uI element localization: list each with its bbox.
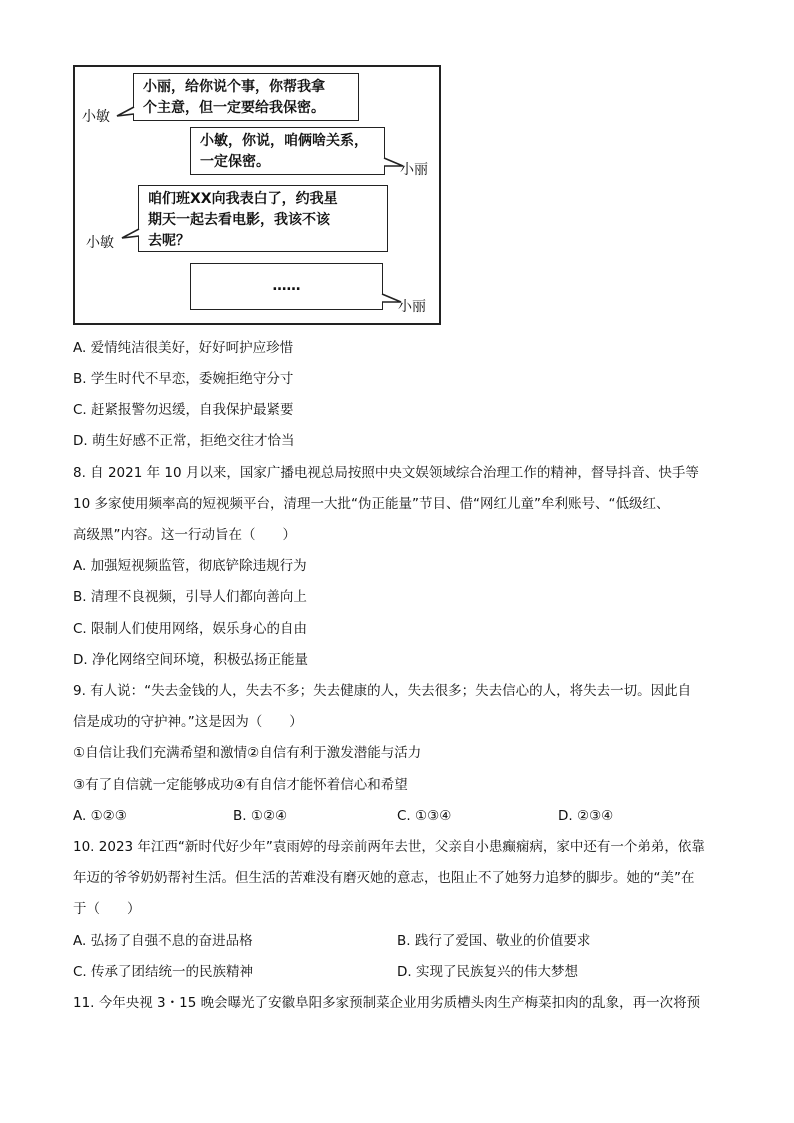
q8-stem-line: 高级黑”内容。这一行动旨在（ ） [73,527,296,543]
bubble-line: 个主意，但一定要给我保密。 [143,100,325,116]
q8-stem-line: 8. 自 2021 年 10 月以来，国家广播电视总局按照中央文娱领域综合治理工作的精神，督导抖音、快手等 [73,465,699,481]
speaker-label: 小敏 [86,235,114,251]
bubble-line: 期天一起去看电影，我该不该 [148,212,330,228]
q9-statement-line: ③有了自信就一定能够成功④有自信才能怀着信心和希望 [73,777,408,793]
bubble-line: 小敏，你说，咱俩啥关系， [200,133,368,149]
q8-option-c: C. 限制人们使用网络，娱乐身心的自由 [73,621,308,637]
speaker-label: 小丽 [398,299,426,315]
q10-stem-line: 于（ ） [73,901,141,917]
q10-option-d: D. 实现了民族复兴的伟大梦想 [397,964,578,980]
q9-option-b: B. ①②④ [233,808,288,824]
bubble-tail [120,227,140,241]
q11-stem-line: 11. 今年央视 3・15 晚会曝光了安徽阜阳多家预制菜企业用劣质槽头肉生产梅菜扣肉的乱象，再一次将预 [73,995,701,1011]
q8-option-a: A. 加强短视频监管，彻底铲除违规行为 [73,558,307,574]
q10-option-a: A. 弘扬了自强不息的奋进品格 [73,933,253,949]
q9-option-d: D. ②③④ [558,808,614,824]
q9-option-a: A. ①②③ [73,808,127,824]
bubble-line: 咱们班XX向我表白了，约我星 [148,191,338,207]
q9-option-c: C. ①③④ [397,808,452,824]
q9-stem-line: 信是成功的守护神。”这是因为（ ） [73,714,303,730]
bubble-line: 去呢？ [148,233,190,249]
bubble-line: 小丽，给你说个事，你帮我拿 [143,79,325,95]
bubble-tail [115,105,135,119]
q8-option-b: B. 清理不良视频，引导人们都向善向上 [73,589,307,605]
q9-statement-line: ①自信让我们充满希望和激情②自信有利于激发潜能与活力 [73,745,422,761]
speech-bubble-3 [138,185,388,252]
q10-option-c: C. 传承了团结统一的民族精神 [73,964,254,980]
speech-bubble-2 [190,127,385,175]
speaker-label: 小丽 [400,162,428,178]
speech-bubble-4 [190,263,383,310]
q7-option-d: D. 萌生好感不正常，拒绝交往才恰当 [73,433,295,449]
q7-option-b: B. 学生时代不早恋，委婉拒绝守分寸 [73,371,294,387]
bubble-line: …… [272,278,301,294]
speaker-label: 小敏 [82,109,110,125]
q7-option-c: C. 赶紧报警勿迟缓，自我保护最紧要 [73,402,294,418]
q8-stem-line: 10 多家使用频率高的短视频平台，清理一大批“伪正能量”节目、借“网红儿童”牟利账号、“低级红、 [73,496,670,512]
bubble-line: 一定保密。 [200,154,270,170]
q7-option-a: A. 爱情纯洁很美好，好好呵护应珍惜 [73,340,294,356]
q10-option-b: B. 践行了爱国、敬业的价值要求 [397,933,591,949]
q10-stem-line: 10. 2023 年江西“新时代好少年”袁雨婷的母亲前两年去世，父亲自小患癫痫病，家中还有一个弟弟，依靠 [73,839,705,855]
q9-stem-line: 9. 有人说：“失去金钱的人，失去不多；失去健康的人，失去很多；失去信心的人，将失去一切。因此自 [73,683,692,699]
comic-panel [73,65,441,325]
speech-bubble-1 [133,73,359,121]
q10-stem-line: 年迈的爷爷奶奶帮衬生活。但生活的苦难没有磨灭她的意志，也阻止不了她努力追梦的脚步。她的“美”在 [73,870,695,886]
q8-option-d: D. 净化网络空间环境，积极弘扬正能量 [73,652,308,668]
